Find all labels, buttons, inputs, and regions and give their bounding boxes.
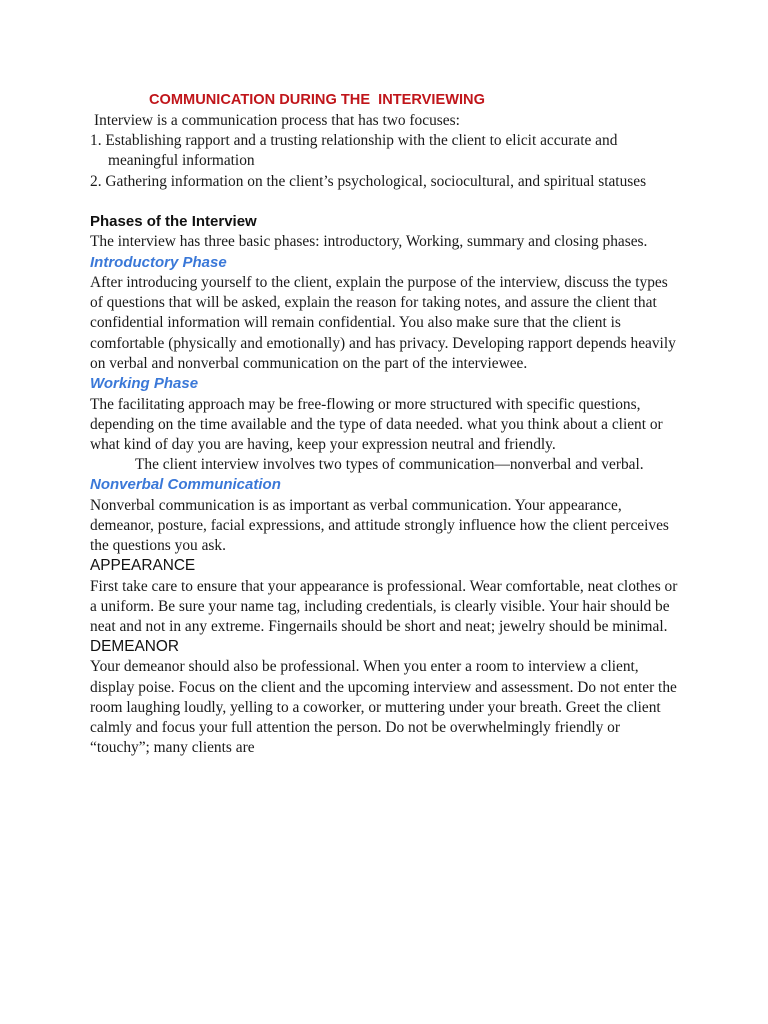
phases-paragraph: The interview has three basic phases: introductory, Working, summary and closing phases. [90, 233, 648, 251]
appearance-paragraph: First take care to ensure that your appearance is professional. Wear comfortable, neat clothes or a uniform. Be sure your name tag, including credentials, is clearly visible. Your hair should be neat and not in any extreme. Fingernails should be short and neat; jewelry should be minimal. [90, 577, 678, 636]
introductory-paragraph: After introducing yourself to the client, explain the purpose of the interview, discuss the types of questions that will be asked, explain the reason for taking notes, and assure the client that confidential information will remain confidential. You also make sure that the client is comfortable (physically and emotionally) and has privacy. Developing rapport depends heavily on verbal and nonverbal communication on the part of the interviewee. [90, 274, 676, 372]
section-heading-nonverbal: Nonverbal Communication [90, 476, 281, 494]
spacer [90, 192, 680, 212]
focus-item-1: 1. Establishing rapport and a trusting relationship with the client to elicit accurate and meaningful information [90, 132, 618, 170]
focus-item-2: 2. Gathering information on the client’s psychological, sociocultural, and spiritual statuses [90, 172, 647, 190]
section-heading-working: Working Phase [90, 375, 199, 393]
section-heading-appearance: APPEARANCE [90, 557, 196, 575]
intro-paragraph: Interview is a communication process that has two focuses: [94, 112, 460, 129]
section-heading-demeanor: DEMEANOR [90, 638, 179, 656]
working-paragraph: The facilitating approach may be free-flowing or more structured with specific questions, depending on the time available and the type of data needed. what you think about a client or what kind of day you are having, keep your expression neutral and friendly. [90, 395, 663, 453]
document-body [90, 90, 680, 758]
demeanor-paragraph: Your demeanor should also be professional. When you enter a room to interview a client, display poise. Focus on the client and the upcoming interview and assessment. Do not enter the room laughing loudly, yelling to a coworker, or muttering under your breath. Greet the client calmly and focus your full attention the person. Do not be overwhelmingly friendly or “touchy”; many clients are [90, 658, 677, 757]
nonverbal-paragraph: Nonverbal communication is as important as verbal communication. Your appearance, demeanor, posture, facial expressions, and attitude strongly influence how the client perceives the questions you ask. [90, 496, 669, 555]
section-heading-phases: Phases of the Interview [90, 212, 257, 230]
section-heading-introductory: Introductory Phase [90, 253, 227, 271]
document-title: COMMUNICATION DURING THE INTERVIEWING [149, 92, 485, 108]
working-paragraph-2: The client interview involves two types of communication—nonverbal and verbal. [135, 456, 644, 474]
